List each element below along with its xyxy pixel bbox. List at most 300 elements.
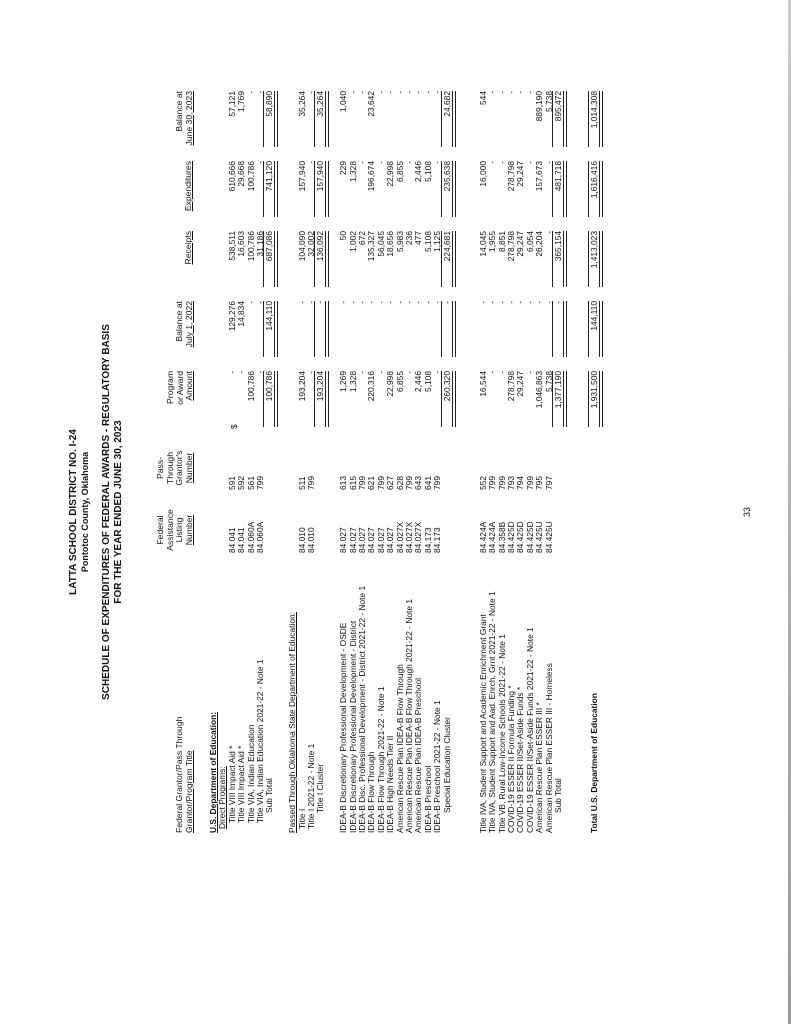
cell-pt: 799	[524, 476, 535, 490]
underline	[314, 371, 315, 427]
cell-bal2: -	[255, 91, 265, 94]
cell-bal2: 24,682	[441, 91, 452, 117]
header-grantor-number: Pass- Through Grantor's Number	[155, 450, 194, 486]
cell-amt: 278,798	[506, 371, 516, 402]
cell-exp: 278,798	[506, 161, 516, 192]
cell-amt: 1,931,500	[589, 371, 600, 409]
underline	[441, 371, 442, 427]
cell-pt: 561	[245, 476, 256, 490]
underline	[588, 91, 589, 147]
cell-bal2: -	[413, 91, 424, 94]
underline	[263, 231, 264, 287]
cell-bal2: -	[487, 91, 498, 94]
cell-rec: 538,511	[226, 231, 237, 261]
cell-pt: 799	[487, 476, 498, 490]
cell-exp: 5,108	[422, 161, 433, 182]
double-underline	[325, 231, 329, 287]
cell-pt: 592	[236, 476, 247, 490]
cell-bal2: 889,190	[534, 91, 545, 122]
cell-rec: 8,851	[496, 231, 507, 252]
cell-bal1: -	[245, 301, 256, 304]
cell-amt: 220,316	[366, 371, 377, 402]
cell-aln: 84.425D	[524, 521, 535, 553]
underline	[552, 371, 553, 427]
cell-title: Title I	[296, 808, 307, 829]
cell-bal1: -	[338, 301, 349, 304]
cell-exp: -	[543, 161, 554, 164]
cell-bal1: -	[487, 301, 498, 304]
table-row	[457, 0, 467, 1024]
cell-aln: 84.060A	[245, 521, 256, 553]
cell-rec: 672	[357, 231, 367, 245]
header-award-amount: Program or Award Amount	[165, 371, 194, 405]
header-balance-end: Balance at June 30, 2023	[174, 91, 194, 146]
underline	[552, 161, 553, 217]
cell-aln: 84.027	[357, 527, 367, 553]
cell-title: COVID-19 ESSER II/Set-Aside Funds 2021-22 - Note 1	[524, 627, 535, 833]
cell-rec: 16,603	[236, 231, 247, 257]
cell-pt: 793	[506, 476, 516, 490]
cell-bal1: 14,834	[236, 301, 247, 327]
cell-rec: 32,002	[306, 231, 316, 257]
cell-aln: 84.027X	[404, 521, 414, 553]
cell-amt: -	[432, 371, 443, 374]
double-underline	[274, 301, 278, 357]
cell-rec: 136,092	[315, 231, 326, 262]
cell-pt: 797	[543, 476, 554, 490]
cell-amt: -	[255, 371, 265, 374]
cell-bal2: -	[357, 91, 367, 94]
cell-exp: 229	[338, 161, 349, 175]
cell-bal2: 1,040	[338, 91, 349, 112]
cell-bal2: -	[506, 91, 516, 94]
underline	[441, 161, 442, 217]
cell-exp: 2,446	[413, 161, 424, 182]
cell-title: COVID-19 ESSER II/Set-Aside Funds *	[515, 686, 526, 833]
cell-rec: 236	[404, 231, 414, 245]
double-underline	[563, 91, 567, 147]
cell-bal1: 144,110	[589, 301, 600, 331]
cell-aln: 84.010	[296, 527, 307, 553]
cell-amt: 16,544	[477, 371, 488, 397]
cell-bal1: -	[255, 301, 265, 304]
cell-title: Sub Total	[553, 778, 563, 813]
cell-bal2: 58,890	[264, 91, 275, 117]
cell-bal2: 23,642	[366, 91, 377, 117]
cell-exp: -	[404, 161, 414, 164]
double-underline	[274, 371, 278, 427]
cell-title: American Rescue Plan ESSER III - Homeless	[543, 663, 554, 833]
cell-rec: 135,327	[366, 231, 377, 262]
cell-title: Title IVA, Student Support and Aad. Enrch. Grnt 2021-22 - Note 1	[487, 591, 498, 833]
page-number: 33	[742, 507, 752, 518]
cell-title: Title I 2021-22 - Note 1	[306, 743, 316, 829]
cell-amt: -	[357, 371, 367, 374]
cell-title: American Rescue Plan IDEA-B Flow Through 2021-22 - Note 1	[404, 599, 414, 833]
cell-amt: 260,320	[441, 371, 452, 402]
underline	[588, 161, 589, 217]
double-underline	[325, 371, 329, 427]
double-underline	[274, 231, 278, 287]
double-underline	[452, 161, 456, 217]
cell-exp: 22,998	[385, 161, 396, 187]
cell-exp: -	[496, 161, 507, 164]
cell-title: Passed Through Oklahoma State Department of Education:	[287, 612, 298, 833]
cell-pt: 615	[347, 476, 358, 490]
cell-amt: 29,247	[515, 371, 526, 397]
cell-pt: 794	[515, 476, 526, 490]
cell-title: Sub Total	[264, 778, 275, 813]
cell-title: Title VB, Rural Low-Income Schools 2021-22 - Note 1	[496, 634, 507, 833]
cell-bal2: -	[394, 91, 405, 94]
cell-amt: 193,204	[296, 371, 307, 402]
cell-bal1: -	[375, 301, 386, 304]
cell-title: COVID-19 ESSER II Formula Funding *	[506, 685, 516, 833]
cell-bal1: -	[347, 301, 358, 304]
cell-bal1: -	[413, 301, 424, 304]
underline	[314, 301, 315, 357]
underline	[552, 91, 553, 147]
cell-title: Special Education Cluster	[441, 717, 452, 813]
cell-exp: 157,940	[315, 161, 326, 192]
cell-title: Title I Cluster	[315, 763, 326, 813]
cell-bal2: -	[404, 91, 414, 94]
cell-rec: 224,681	[441, 231, 452, 262]
cell-rec: 50	[338, 231, 349, 241]
cell-title: American Rescue Plan IDEA-B Flow Through	[394, 664, 405, 833]
cell-amt: -	[375, 371, 386, 374]
cell-bal1: -	[306, 301, 316, 304]
cell-title: IDEA-B Disc. Professional Development - District 2021-22 - Note 1	[357, 585, 367, 833]
double-underline	[599, 371, 603, 427]
cell-aln: 84.173	[422, 527, 433, 553]
cell-pt: 628	[394, 476, 405, 490]
underline	[441, 301, 442, 357]
cell-title: Direct Programs:	[217, 766, 228, 829]
cell-pt: 799	[375, 476, 386, 490]
cell-rec: 1,955	[487, 231, 498, 252]
cell-exp: 6,855	[394, 161, 405, 182]
double-underline	[599, 91, 603, 147]
cell-pt: 799	[496, 476, 507, 490]
cell-aln: 84.027	[375, 527, 386, 553]
cell-amt: -	[404, 371, 414, 374]
cell-amt: 193,204	[315, 371, 326, 402]
cell-title: IDEA-B Preschool	[422, 765, 433, 833]
cell-amt: 5,108	[422, 371, 433, 392]
cell-pt: 511	[296, 476, 307, 490]
cell-amt: 1,328	[347, 371, 358, 392]
cell-amt: 2,446	[413, 371, 424, 392]
schedule-title: SCHEDULE OF EXPENDITURES OF FEDERAL AWARDS - REGULATORY BASIS	[101, 324, 112, 700]
cell-rec: 687,086	[264, 231, 275, 262]
cell-pt: 799	[432, 476, 443, 490]
cell-bal2: 5,738	[543, 91, 554, 112]
cell-bal2: -	[385, 91, 396, 94]
cell-aln: 84.173	[432, 527, 443, 553]
cell-title: IDEA-B Discretionary Professional Development - District	[347, 620, 358, 833]
cell-exp: 235,638	[441, 161, 452, 192]
cell-bal1: -	[534, 301, 545, 304]
double-underline	[325, 91, 329, 147]
double-underline	[274, 161, 278, 217]
cell-exp: -	[255, 161, 265, 164]
cell-rec: 14,045	[477, 231, 488, 257]
cell-bal1: -	[394, 301, 405, 304]
dollar-sign: $	[229, 424, 239, 429]
cell-bal1: -	[357, 301, 367, 304]
underline	[314, 91, 315, 147]
cell-title: Title IVA, Student Support and Academic Enrichment Grant	[477, 614, 488, 833]
cell-aln: 84.424A	[487, 521, 498, 553]
cell-title: U.S. Department of Education:	[208, 712, 218, 833]
underline	[314, 161, 315, 217]
cell-title: Title VIA, Indian Education	[245, 724, 256, 823]
cell-pt: 643	[413, 476, 424, 490]
cell-aln: 84.027	[385, 527, 396, 553]
cell-title: Title VIII Impact Aid *	[226, 745, 237, 823]
cell-pt: 552	[477, 476, 488, 490]
cell-exp: 157,940	[296, 161, 307, 192]
cell-bal2: -	[306, 91, 316, 94]
cell-bal1: -	[477, 301, 488, 304]
cell-rec: 29,247	[515, 231, 526, 257]
header-grantor: Federal Grantor/Pass Through Grantor/Program Title	[174, 716, 194, 833]
cell-aln: 84.027X	[394, 521, 405, 553]
cell-pt: 799	[404, 476, 414, 490]
header-balance-start: Balance at July 1, 2022	[174, 301, 194, 348]
cell-title: IDEA-B Flow Through 2021-22 - Note 1	[375, 686, 386, 833]
cell-exp: 29,668	[236, 161, 247, 187]
cell-amt: -	[524, 371, 535, 374]
cell-bal1: -	[296, 301, 307, 304]
cell-bal1: -	[432, 301, 443, 304]
double-underline	[452, 91, 456, 147]
cell-pt: 799	[306, 476, 316, 490]
cell-exp: 741,120	[264, 161, 275, 192]
cell-amt: -	[236, 371, 247, 374]
cell-bal1: -	[315, 301, 326, 304]
cell-amt: 6,855	[394, 371, 405, 392]
cell-aln: 84.041	[236, 527, 247, 553]
cell-amt: -	[487, 371, 498, 374]
double-underline	[599, 231, 603, 287]
cell-exp: 196,674	[366, 161, 377, 192]
cell-bal1: -	[515, 301, 526, 304]
underline	[441, 91, 442, 147]
cell-amt: 100,786	[264, 371, 275, 402]
county-name: Pontotoc County, Oklahoma	[80, 451, 90, 573]
cell-title: IDEA-B Preschool 2021-22 - Note 1	[432, 700, 443, 833]
cell-title: American Rescue Plan ESSER III *	[534, 702, 545, 833]
cell-exp: -	[487, 161, 498, 164]
table-row	[568, 0, 578, 1024]
cell-exp: 16,000	[477, 161, 488, 187]
schedule-period: FOR THE YEAR ENDED JUNE 30, 2023	[113, 420, 124, 604]
double-underline	[563, 231, 567, 287]
cell-amt: 5,738	[543, 371, 554, 392]
double-underline	[452, 301, 456, 357]
cell-aln: 84.010	[306, 527, 316, 553]
cell-exp: 1,328	[347, 161, 358, 182]
cell-bal1: -	[543, 301, 554, 304]
underline	[314, 231, 315, 287]
cell-exp: 29,247	[515, 161, 526, 187]
cell-rec: -	[543, 231, 554, 234]
cell-title: IDEA-B Discretionary Professional Development - OSDE	[338, 622, 349, 833]
cell-amt: 100,786	[245, 371, 256, 402]
cell-exp: -	[357, 161, 367, 164]
cell-bal2: 35,264	[296, 91, 307, 117]
cell-title: American Rescue Plan IDEA-B Preschool	[413, 677, 424, 833]
double-underline	[563, 301, 567, 357]
cell-amt: -	[226, 371, 237, 374]
cell-aln: 84.027	[338, 527, 349, 553]
cell-amt: 1,377,190	[553, 371, 563, 409]
cell-amt: -	[496, 371, 507, 374]
cell-bal2: -	[245, 91, 256, 94]
cell-bal1: 129,276	[226, 301, 237, 332]
cell-aln: 84.425U	[534, 521, 545, 553]
cell-pt: 591	[226, 476, 237, 490]
cell-title: IDEA-B High Needs Tier II	[385, 735, 396, 833]
cell-rec: 1,413,023	[589, 231, 600, 269]
cell-bal1: -	[496, 301, 507, 304]
cell-bal1: 144,110	[264, 301, 275, 331]
header-listing-number: Federal Assistance Listing Number	[155, 509, 194, 551]
cell-bal1: -	[524, 301, 535, 304]
cell-aln: 84.425D	[506, 521, 516, 553]
cell-bal1: -	[422, 301, 433, 304]
cell-bal2: 544	[477, 91, 488, 105]
underline	[263, 301, 264, 357]
cell-bal1: -	[553, 301, 563, 304]
cell-title: Total U.S. Department of Education	[589, 693, 600, 833]
cell-aln: 84.425U	[543, 521, 554, 553]
cell-bal2: -	[432, 91, 443, 94]
cell-bal1: -	[385, 301, 396, 304]
cell-exp: 481,718	[553, 161, 563, 192]
cell-pt: 795	[534, 476, 545, 490]
cell-aln: 84.424A	[477, 521, 488, 553]
table-row	[264, 0, 274, 1024]
table-row	[442, 0, 452, 1024]
cell-rec: 365,154	[553, 231, 563, 262]
cell-bal2: -	[422, 91, 433, 94]
cell-amt: 22,998	[385, 371, 396, 397]
underline	[588, 371, 589, 427]
cell-rec: 26,204	[534, 231, 545, 257]
cell-exp: 100,786	[245, 161, 256, 192]
cell-rec: 104,090	[296, 231, 307, 262]
cell-bal2: 1,769	[236, 91, 247, 112]
cell-rec: 56,045	[375, 231, 386, 257]
cell-pt: 613	[338, 476, 349, 490]
cell-rec: 1,125	[432, 231, 443, 252]
cell-bal2: 35,264	[315, 91, 326, 117]
cell-bal2: -	[375, 91, 386, 94]
cell-rec: 1,002	[347, 231, 358, 252]
cell-aln: 84.425D	[515, 521, 526, 553]
district-name: LATTA SCHOOL DISTRICT NO. I-24	[68, 429, 79, 595]
underline	[552, 301, 553, 357]
table-row	[589, 0, 599, 1024]
cell-bal2: -	[496, 91, 507, 94]
underline	[552, 231, 553, 287]
header-receipts: Receipts	[183, 231, 193, 265]
table-row	[553, 0, 563, 1024]
double-underline	[274, 91, 278, 147]
cell-pt: 799	[357, 476, 367, 490]
cell-exp: -	[375, 161, 386, 164]
cell-amt: -	[306, 371, 316, 374]
cell-rec: 18,656	[385, 231, 396, 257]
cell-bal2: -	[347, 91, 358, 94]
underline	[263, 371, 264, 427]
cell-rec: 5,108	[422, 231, 433, 252]
table-row	[315, 0, 325, 1024]
cell-exp: 610,666	[226, 161, 237, 192]
double-underline	[599, 301, 603, 357]
underline	[263, 161, 264, 217]
double-underline	[452, 231, 456, 287]
cell-title: Title VIII Impact Aid *	[236, 745, 247, 823]
cell-exp: -	[432, 161, 443, 164]
header-expenditures: Expenditures	[183, 161, 193, 212]
cell-bal1: -	[366, 301, 377, 304]
underline	[588, 231, 589, 287]
double-underline	[563, 161, 567, 217]
cell-aln: 84.041	[226, 527, 237, 553]
cell-pt: 799	[255, 476, 265, 490]
cell-title: IDEA-B Flow Through	[366, 751, 377, 833]
cell-aln: 84.358B	[496, 521, 507, 553]
cell-aln: 84.027X	[413, 521, 424, 553]
cell-title: Title VIA, Indian Education 2021-22 - Note 1	[255, 659, 265, 823]
cell-bal2: -	[524, 91, 535, 94]
double-underline	[325, 161, 329, 217]
cell-bal2: -	[515, 91, 526, 94]
cell-bal2: 1,014,308	[589, 91, 600, 129]
cell-pt: 641	[422, 476, 433, 490]
underline	[441, 231, 442, 287]
cell-aln: 84.027	[347, 527, 358, 553]
cell-rec: 6,054	[524, 231, 535, 252]
cell-rec: 477	[413, 231, 424, 245]
cell-bal1: -	[441, 301, 452, 304]
cell-amt: 1,269	[338, 371, 349, 392]
double-underline	[563, 371, 567, 427]
cell-amt: 1,046,863	[534, 371, 545, 409]
underline	[588, 301, 589, 357]
cell-bal2: 57,121	[226, 91, 237, 117]
cell-pt: 621	[366, 476, 377, 490]
cell-rec: 31,186	[255, 231, 265, 257]
cell-rec: 278,798	[506, 231, 516, 262]
cell-bal1: -	[404, 301, 414, 304]
cell-exp: -	[524, 161, 535, 164]
double-underline	[325, 301, 329, 357]
underline	[263, 91, 264, 147]
cell-exp: 157,673	[534, 161, 545, 192]
double-underline	[452, 371, 456, 427]
cell-rec: 5,983	[394, 231, 405, 252]
cell-bal2: 895,472	[553, 91, 563, 122]
cell-rec: 100,786	[245, 231, 256, 262]
cell-exp: 1,616,416	[589, 161, 600, 199]
double-underline	[599, 161, 603, 217]
cell-pt: 627	[385, 476, 396, 490]
